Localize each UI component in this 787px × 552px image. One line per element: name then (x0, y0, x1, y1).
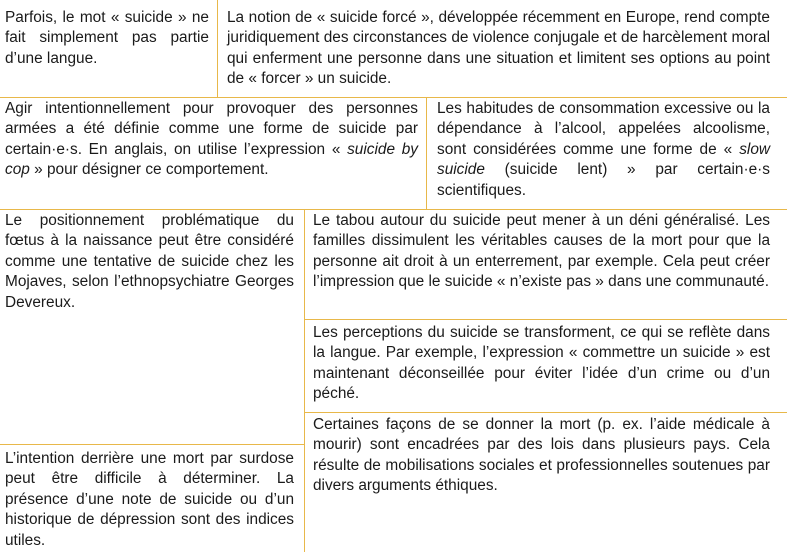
fact-cell-slow-suicide (437, 99, 770, 201)
cell-text: (suicide lent) » par certain·e·s scientifiques. (437, 161, 770, 199)
row-divider (0, 97, 787, 98)
row-divider (0, 209, 787, 210)
fact-cell-mojaves: Le positionnement problématique du fœtus à la naissance peut être considéré comme une tentative de suicide chez les Mojaves, selon l’ethnopsychiatre Georges Devereux. (5, 212, 294, 311)
column-divider (426, 97, 427, 209)
cell-text: Les habitudes de consommation excessive ou la dépendance à l’alcool, appelées alcoolisme, sont considérées comme une forme de « (437, 100, 770, 158)
fact-cell-overdose: L’intention derrière une mort par surdose peut être difficile à déterminer. La présence d’une note de suicide ou d’un historique de dépression sont des indices utiles. (5, 450, 294, 549)
column-divider (217, 0, 218, 97)
fact-cell-language: Parfois, le mot « suicide » ne fait simplement pas partie d’une langue. (5, 9, 209, 67)
fact-cell-perceptions: Les perceptions du suicide se transforment, ce qui se reflète dans la langue. Par exemple, l’expression « commettre un suicide » est maintenant déconseillée pour éviter l’idée d’un crime ou d’un péché. (313, 324, 770, 403)
fact-cell-forced-suicide: La notion de « suicide forcé », développée récemment en Europe, rend compte juridiquement des circonstances de violence conjugale et de harcèlement moral qui enferment une personne dans une situation et limitent ses options au point de « forcer » un suicide. (227, 9, 770, 88)
fact-cell-laws: Certaines façons de se donner la mort (p. ex. l’aide médicale à mourir) sont encadrées par des lois dans plusieurs pays. Cela résulte de mobilisations sociales et professionnelles soutenues par divers arguments éthiques. (313, 416, 770, 495)
row-divider (304, 412, 787, 413)
cell-text: Agir intentionnellement pour provoquer des personnes armées a été définie comme une forme de suicide par certain·e·s. En anglais, on utilise l’expression « (5, 100, 418, 158)
cell-text-emphasis: suicide by cop (5, 140, 418, 179)
row-divider (304, 319, 787, 320)
row-divider (0, 444, 304, 445)
fact-cell-taboo: Le tabou autour du suicide peut mener à un déni généralisé. Les familles dissimulent les véritables causes de la mort pour que la personne ait droit à un enterrement, par exemple. Cela peut créer l’impression que le suicide « n’existe pas » dans une communauté. (313, 212, 770, 291)
cell-text: » pour désigner ce comportement. (34, 161, 269, 179)
column-divider (304, 209, 305, 552)
cell-text-emphasis: slow suicide (437, 140, 770, 179)
fact-cell-suicide-by-cop (5, 99, 418, 181)
